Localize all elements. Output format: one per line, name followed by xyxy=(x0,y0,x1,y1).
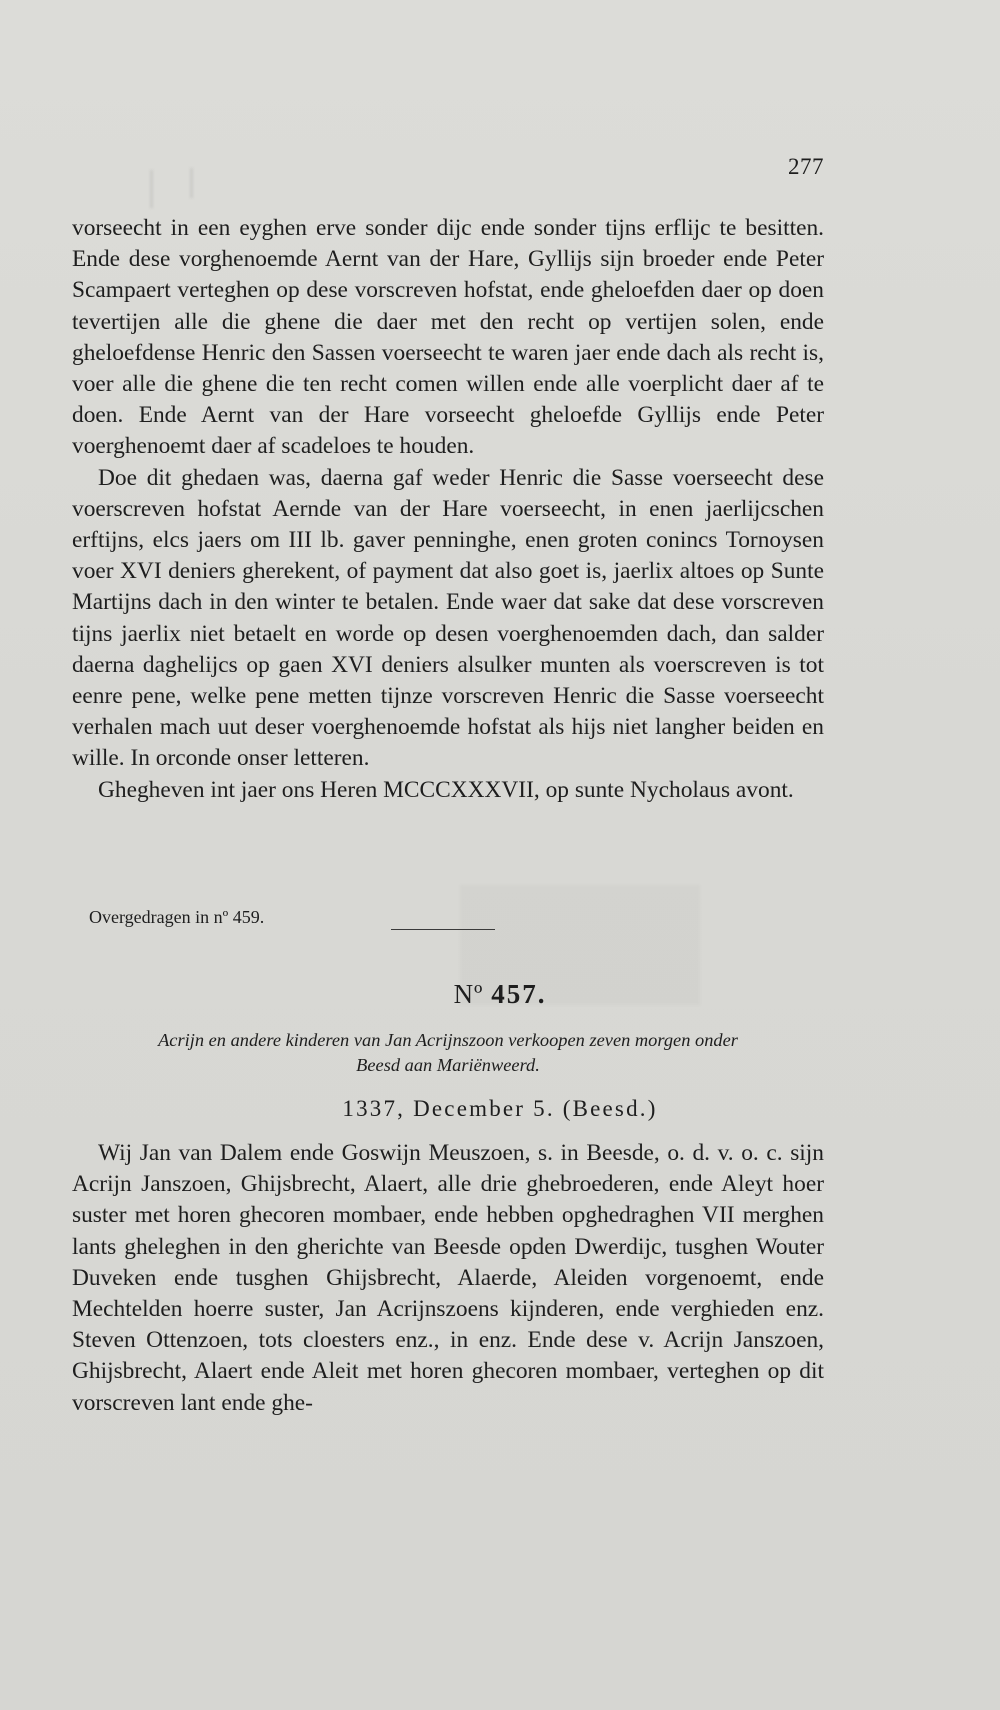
section-divider xyxy=(391,929,495,930)
summary-line: Beesd aan Mariënweerd. xyxy=(356,1055,540,1075)
paragraph: Doe dit ghedaen was, daerna gaf weder Henric die Sasse voerseecht dese voerscreven hofstat Aernde van der Hare voerseecht, in enen jaerlijcschen erftijns, elcs jaers om III lb. gaver penninghe, enen groten conincs Tornoysen voer XVI deniers gherekent, of payment dat also goet is, jaerlix altoes op Sunte Martijns dach in den winter te betalen. Ende waer dat sake dat dese vorscreven tijns jaerlix niet betaelt en worde op desen voerghenoemden dach, dan salder daerna daghelijcs op gaen XVI deniers alsulker munten als voerscreven is tot eenre pene, welke pene metten tijnze vorscreven Henric die Sasse voerseecht verhalen mach uut deser voerghenoemde hofstat als hijs niet langher beiden en wille. In orconde onser letteren. xyxy=(72,464,824,772)
body-text-charter xyxy=(72,1138,824,1419)
bleed-through-mark xyxy=(150,170,153,208)
transfer-note: Overgedragen in nº 459. xyxy=(89,907,265,927)
page-number: 277 xyxy=(788,154,824,179)
document-date: 1337, December 5. (Beesd.) xyxy=(342,1096,658,1121)
paragraph: Wij Jan van Dalem ende Goswijn Meuszoen, s. in Beesde, o. d. v. o. c. sijn Acrijn Janszoen, Ghijsbrecht, Alaert, alle drie ghebroederen, ende Aleyt hoer suster met horen ghecoren mombaer, ende hebben opghedraghen VII merghen lants gheleghen in den gherichte van Beesde opden Dwerdijc, tusghen Wouter Duveken ende tusghen Ghijsbrecht, Alaerde, Aleiden vorgenoemt, ende Mechtelden hoerre suster, Jan Acrijnszoens kijnderen, ende verghieden enz. Steven Ottenzoen, tots cloesters enz., in enz. Ende dese v. Acrijn Janszoen, Ghijsbrecht, Alaert ende Aleit met horen ghecoren mombaer, verteghen op dit vorscreven lant ende ghe- xyxy=(72,1140,824,1416)
paragraph-dating: Ghegheven int jaer ons Heren MCCCXXXVII, op sunte Nycholaus avont. xyxy=(98,776,794,803)
summary-line: Acrijn en andere kinderen van Jan Acrijnszoon verkoopen zeven morgen onder xyxy=(158,1030,738,1050)
bleed-through-mark xyxy=(190,168,193,198)
body-text-continuation xyxy=(72,213,824,806)
document-number: 457. xyxy=(491,979,547,1009)
document-summary xyxy=(72,1028,824,1078)
paragraph: vorseecht in een eyghen erve sonder dijc ende sonder tijns erflijc te besitten. Ende dese vorghenoemde Aernt van der Hare, Gyllijs sijn broeder ende Peter Scampaert verteghen op dese vorscreven hofstat, ende gheloefden daer op doen tevertijen alle die ghene die daer met den recht op vertijen solen, ende gheloefdense Henric den Sassen voerseecht te waren jaer ende dach als recht is, voer alle die ghene die ten recht comen willen ende alle voerplicht daer af te doen. Ende Aernt van der Hare vorseecht gheloefde Gyllijs ende Peter voerghenoemt daer af scadeloes te houden. xyxy=(72,215,824,460)
number-prefix: Nº xyxy=(453,979,484,1009)
document-number-heading xyxy=(0,979,1000,1010)
